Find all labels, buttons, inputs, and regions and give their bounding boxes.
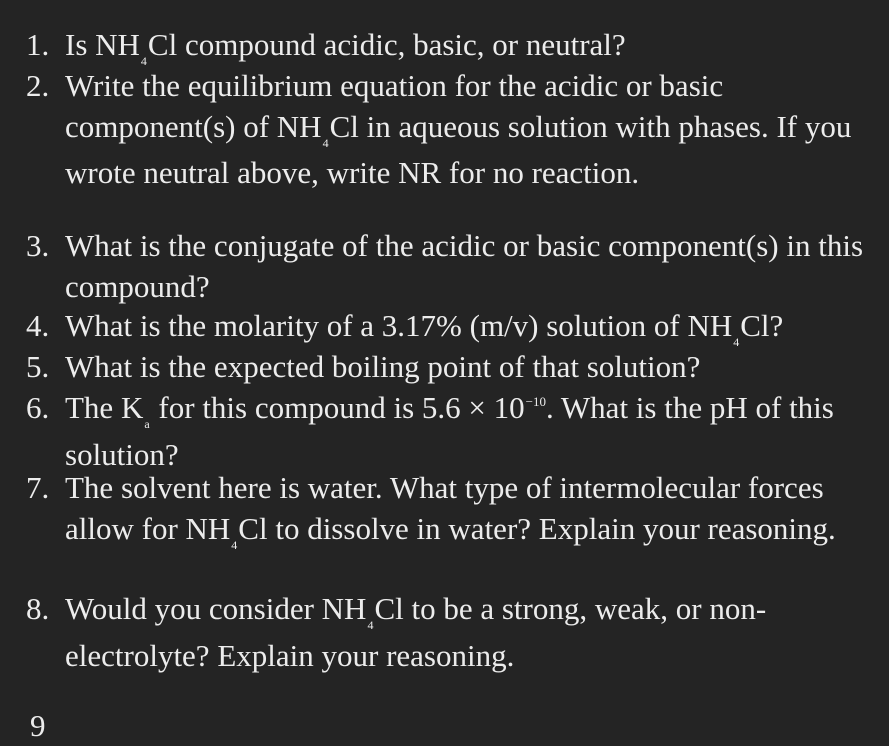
question-number: 6.: [26, 390, 50, 425]
question-text: Would you consider $NH_4Cl$ to be a strong, weak, or non-electrolyte? Explain your reasoning.: [65, 591, 767, 673]
subscript: 4: [733, 335, 740, 349]
question-5: [26, 347, 866, 388]
subscript: 4: [140, 54, 147, 68]
question-number: 7.: [26, 470, 50, 505]
question-number: 8.: [26, 591, 50, 626]
subscript: a: [144, 417, 150, 431]
subscript: 4: [231, 537, 238, 552]
question-number: 1.: [26, 27, 50, 62]
question-6: [26, 388, 866, 475]
question-1: [26, 25, 866, 72]
superscript: −10: [525, 394, 546, 409]
question-3: [26, 226, 866, 307]
subscript: 4: [322, 135, 329, 150]
question-text: The solvent here is water. What type of intermolecular forces allow for $NH_4Cl$ to dissolve in water? Explain your reasoning.: [65, 470, 836, 552]
question-number: 5.: [26, 349, 50, 384]
question-number: 2.: [26, 68, 50, 103]
question-text: The $K_a$ for this compound is $5.6 \times 10^{-10}$. What is the pH of this solution?: [65, 390, 834, 472]
question-8: [26, 589, 866, 676]
question-text: What is the conjugate of the acidic or basic component(s) in this compound?: [65, 228, 864, 304]
question-number: 3.: [26, 228, 50, 263]
question-text: Write the equilibrium equation for the acidic or basic component(s) of $NH_4Cl$ in aqueous solution with phases. If you wrote neutral above, write NR for no reaction.: [65, 68, 852, 190]
partial-question-number: 9: [30, 708, 46, 743]
question-number: 4.: [26, 308, 50, 343]
question-text: Is $NH_4Cl$ compound acidic, basic, or neutral?: [65, 27, 626, 68]
question-text: What is the molarity of a 3.17% (m/v) solution of $NH_4Cl$?: [65, 308, 784, 349]
question-text: What is the expected boiling point of that solution?: [65, 349, 701, 384]
question-2: [26, 66, 866, 194]
question-7: [26, 468, 866, 555]
subscript: 4: [367, 618, 374, 632]
question-4: [26, 306, 866, 353]
